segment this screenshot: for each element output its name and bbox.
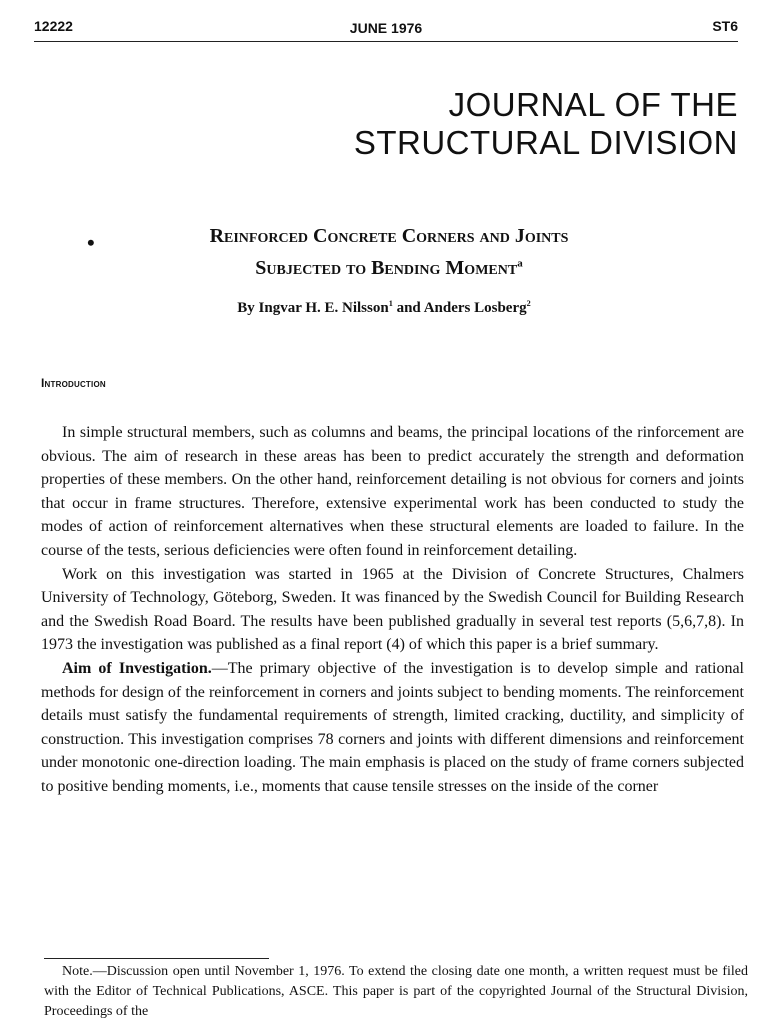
author-2: Anders Losberg: [423, 300, 527, 316]
issue-code: ST6: [712, 18, 738, 34]
byline: [0, 300, 768, 317]
bullet-mark: •: [87, 230, 95, 255]
aim-text: —The primary objective of the investigation is to develop simple and rational methods for design of the reinforcement in corners and joints subject to bending moments. The reinforcement details must satisfy the fundamental requirements of strength, limited cracking, ductility, and simplicity of construction. This investigation comprises 78 corners and joints with different dimensions and reinforcement under monotonic one-direction loading. The main emphasis is placed on the study of frame corners subjected to positive bending moments, i.e., moments that cause tensile stresses on the inside of the corner: [41, 659, 744, 795]
byline-conjunction: and: [396, 300, 421, 316]
footnote-rule: [44, 958, 269, 959]
author-1: Ingvar H. E. Nilsson: [258, 300, 389, 316]
aim-heading: Aim of Investigation.: [62, 659, 212, 677]
body-text: [41, 421, 744, 799]
journal-title-line-2: STRUCTURAL DIVISION: [353, 124, 738, 161]
journal-title-line-1: JOURNAL OF THE: [448, 86, 738, 123]
article-title-line-2-text: Subjected to Bending Moment: [255, 257, 518, 279]
paragraph-2: Work on this investigation was started in 1965 at the Division of Concrete Structures, Chalmers University of Technology, Göteborg, Sweden. It was financed by the Swedish Council for Building Research and the Swedish Road Board. The results have been published gradually in several test reports (5,6,7,8). In 1973 the investigation was published as a final report (4) of which this paper is a brief summary.: [41, 565, 744, 654]
page-number: 12222: [34, 18, 73, 34]
footnote-text: Note.—Discussion open until November 1, 1976. To extend the closing date one month, a written request must be filed with the Editor of Technical Publications, ASCE. This paper is part of the copyrighted Journal of the Structural Division, Proceedings of the: [44, 964, 748, 1019]
author-1-mark: 1: [388, 299, 393, 308]
section-heading-introduction: Introduction: [41, 376, 106, 390]
running-head: [34, 18, 738, 40]
title-footnote-mark: a: [517, 257, 523, 270]
paragraph-3: [41, 657, 744, 799]
journal-title: [354, 86, 738, 162]
byline-prefix: By: [237, 300, 255, 316]
article-title-line-2: [60, 252, 718, 284]
paragraph-1: In simple structural members, such as columns and beams, the principal locations of the rinforcement are obvious. The aim of research in these areas has been to predict accurately the strength and deformation properties of these members. On the other hand, reinforcement detailing is not obvious for corners and joints that occur in frame structures. Therefore, extensive experimental work has been conducted to study the modes of action of reinforcement alternatives when these structural elements are loaded to failure. In the course of the tests, serious deficiencies were often found in reinforcement detailing.: [41, 424, 744, 559]
header-rule: [34, 41, 738, 42]
footnote: [44, 962, 748, 1022]
issue-date: JUNE 1976: [349, 20, 423, 36]
article-title-line-1: Reinforced Concrete Corners and Joints: [209, 225, 569, 247]
author-2-mark: 2: [526, 299, 531, 308]
article-title: [60, 220, 718, 284]
